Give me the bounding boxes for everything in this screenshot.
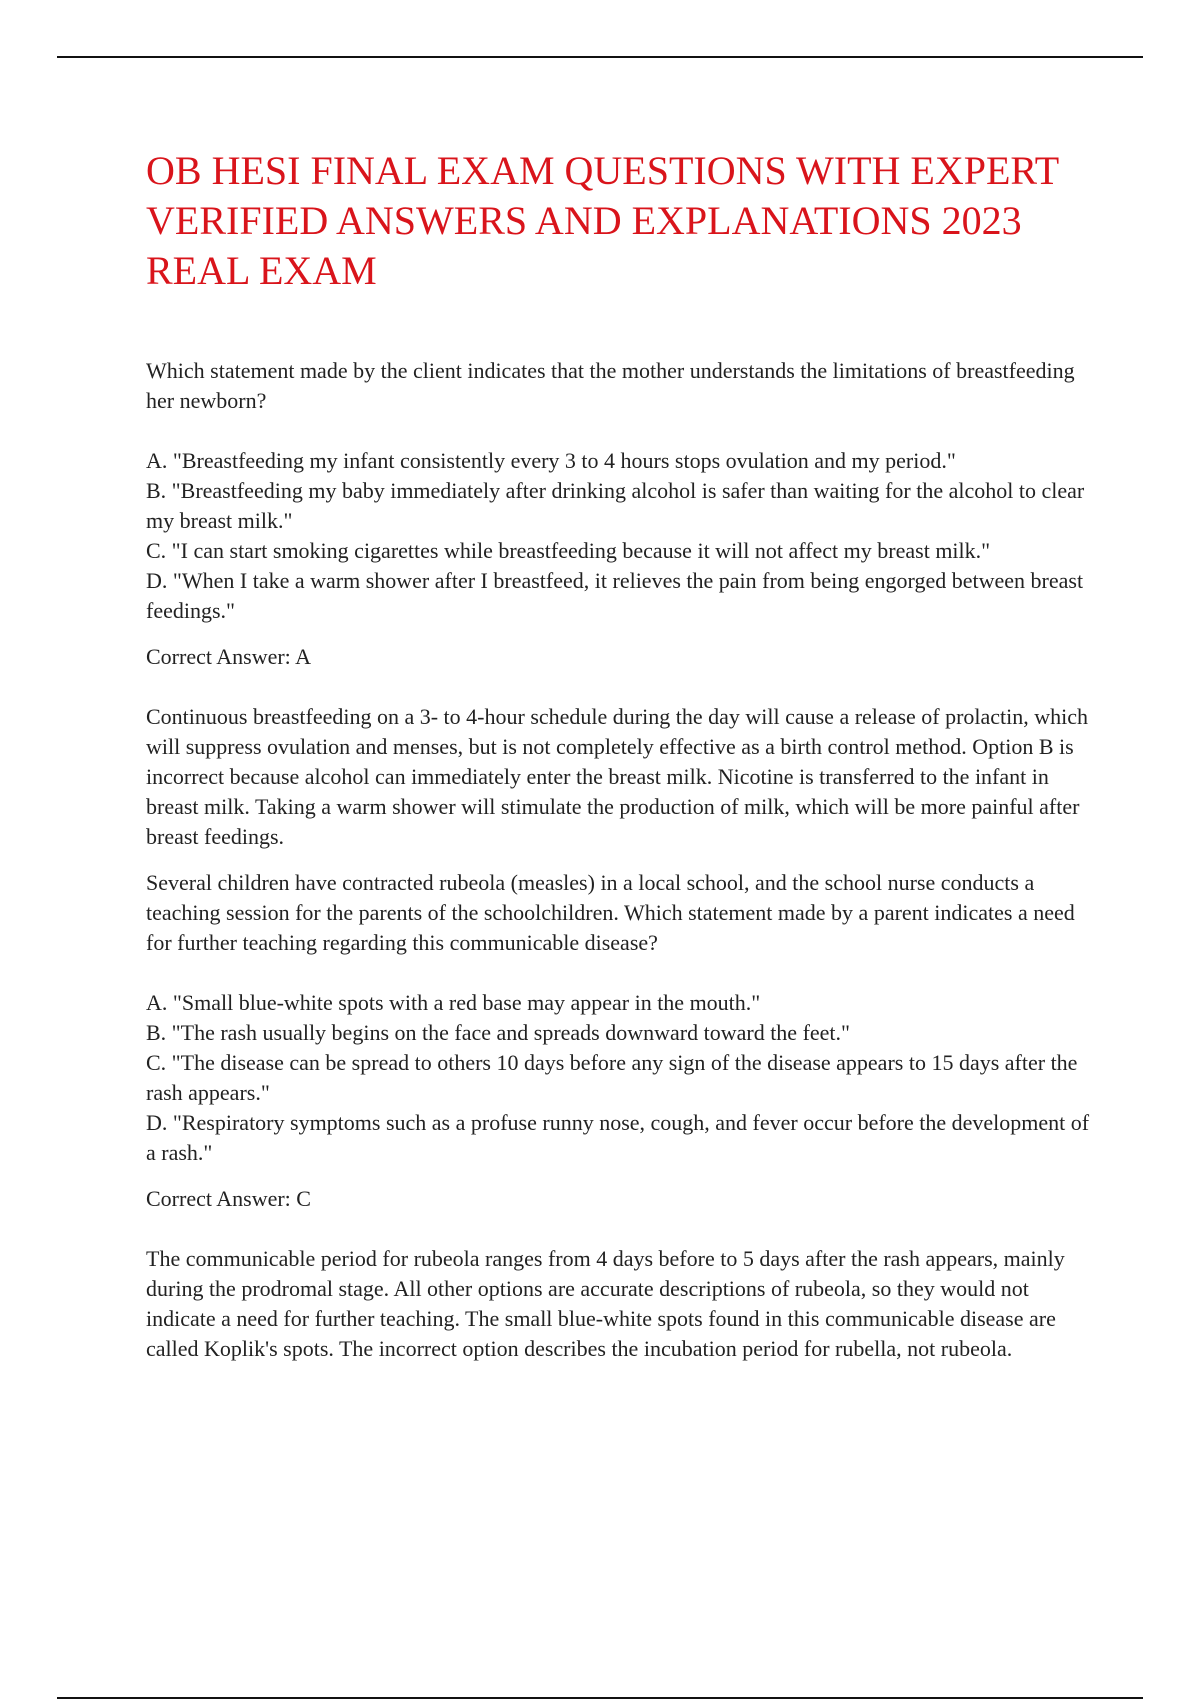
option-a: A. "Small blue-white spots with a red base may appear in the mouth." [146,990,761,1015]
question-1-text: Which statement made by the client indicates that the mother understands the limitations of breastfeeding her newborn? [146,358,1075,413]
option-a: A. "Breastfeeding my infant consistently every 3 to 4 hours stops ovulation and my period." [146,448,956,473]
option-d: D. "When I take a warm shower after I breastfeed, it relieves the pain from being engorged between breast feedings." [146,568,1084,623]
question-1-answer: Correct Answer: A [146,644,311,669]
question-1-options [146,446,1096,626]
option-c: C. "The disease can be spread to others 10 days before any sign of the disease appears to 15 days after the rash appears." [146,1050,1078,1105]
question-2-options [146,988,1096,1168]
option-b: B. "Breastfeeding my baby immediately after drinking alcohol is safer than waiting for the alcohol to clear my breast milk." [146,478,1085,533]
bottom-rule [57,1697,1143,1699]
document-title: OB HESI FINAL EXAM QUESTIONS WITH EXPERT VERIFIED ANSWERS AND EXPLANATIONS 2023 REAL EXAM [146,148,1059,293]
option-b: B. "The rash usually begins on the face and spreads downward toward the feet." [146,1020,851,1045]
option-c: C. "I can start smoking cigarettes while breastfeeding because it will not affect my breast milk." [146,538,991,563]
question-2-answer: Correct Answer: C [146,1186,311,1211]
document-body [146,146,1096,1364]
option-d: D. "Respiratory symptoms such as a profuse runny nose, cough, and fever occur before the development of a rash." [146,1110,1090,1165]
question-2-text: Several children have contracted rubeola (measles) in a local school, and the school nurse conducts a teaching session for the parents of the schoolchildren. Which statement made by a parent indicates a need for further teaching regarding this communicable disease? [146,870,1075,955]
question-1-explanation: Continuous breastfeeding on a 3- to 4-hour schedule during the day will cause a release of prolactin, which will suppress ovulation and menses, but is not completely effective as a birth control method. Option B is incorrect because alcohol can immediately enter the breast milk. Nicotine is transferred to the infant in breast milk. Taking a warm shower will stimulate the production of milk, which will be more painful after breast feedings. [146,704,1089,849]
top-rule [57,56,1143,58]
question-2-explanation: The communicable period for rubeola ranges from 4 days before to 5 days after the rash appears, mainly during the prodromal stage. All other options are accurate descriptions of rubeola, so they would not indicate a need for further teaching. The small blue-white spots found in this communicable disease are called Koplik's spots. The incorrect option describes the incubation period for rubella, not rubeola. [146,1246,1065,1361]
